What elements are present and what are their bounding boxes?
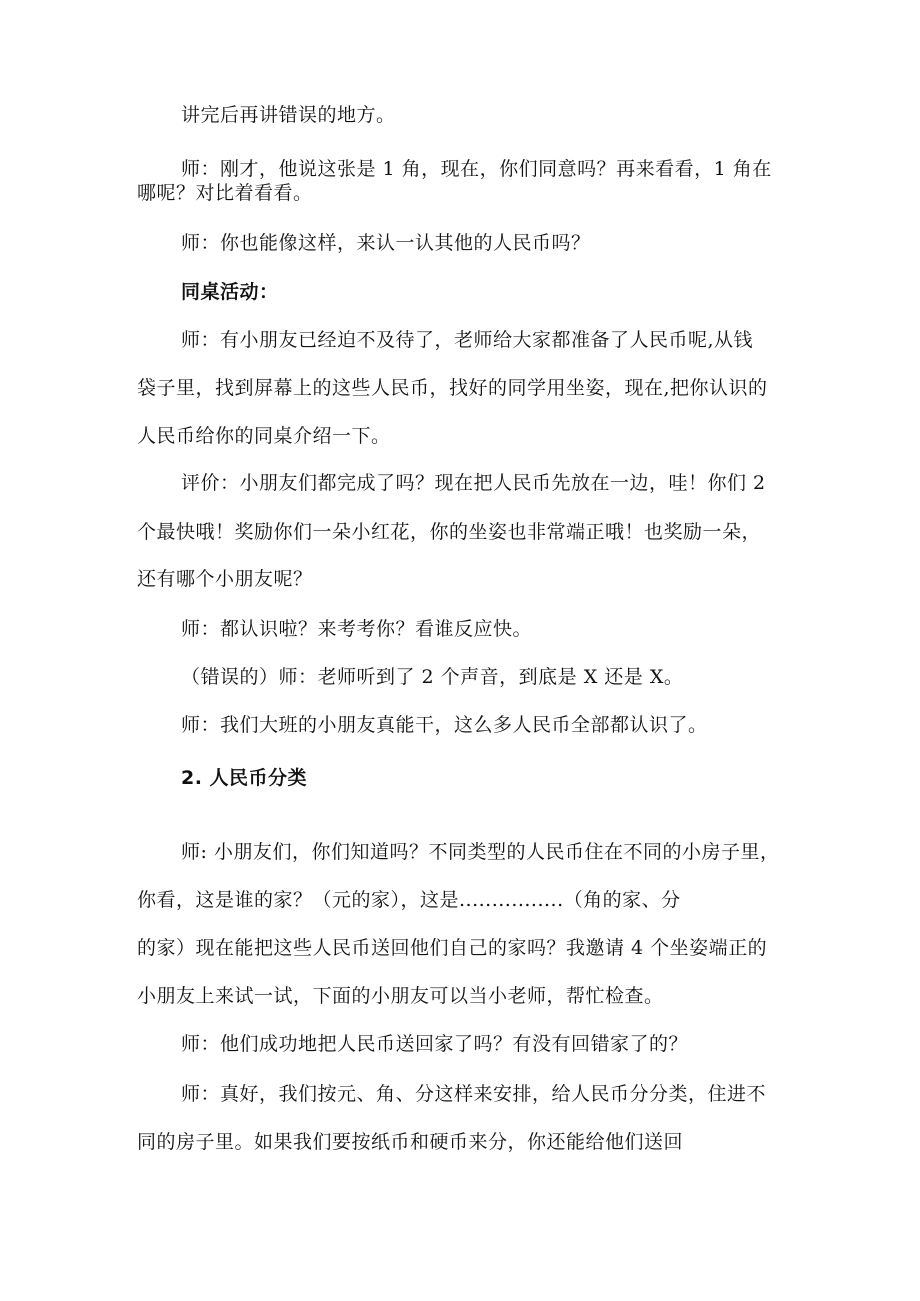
text-line: 的家）现在能把这些人民币送回他们自己的家吗？我邀请 4 个坐姿端正的 — [137, 937, 768, 959]
text-line: 师：我们大班的小朋友真能干，这么多人民币全部都认识了。 — [181, 714, 708, 736]
text-line: 还有哪个小朋友呢？ — [137, 568, 313, 590]
text-line: 师: 小朋友们，你们知道吗？不同类型的人民币住在不同的小房子里， — [181, 841, 780, 863]
text-line: 师：他们成功地把人民币送回家了吗？有没有回错家了的？ — [181, 1033, 689, 1055]
text-line: 师：刚才，他说这张是 1 角，现在，你们同意吗？再来看看，1 角在 — [181, 158, 772, 180]
text-line: 人民币给你的同桌介绍一下。 — [137, 425, 391, 447]
text-line: 哪呢？对比着看看。 — [137, 182, 313, 204]
text-line: （错误的）师：老师听到了 2 个声音，到底是 X 还是 X。 — [181, 666, 684, 688]
text-line: 讲完后再讲错误的地方。 — [181, 104, 396, 126]
text-line: 师：都认识啦？来考考你？看谁反应快。 — [181, 618, 533, 640]
section-heading: 2. 人民币分类 — [181, 767, 308, 789]
text-line: 个最快哦！奖励你们一朵小红花，你的坐姿也非常端正哦！也奖励一朵， — [137, 521, 762, 543]
text-line: 你看，这是谁的家？（元的家），这是................（角的家、分 — [137, 889, 681, 911]
text-line: 袋子里，找到屏幕上的这些人民币，找好的同学用坐姿，现在,把你认识的 — [137, 377, 768, 399]
text-line: 评价：小朋友们都完成了吗？现在把人民币先放在一边，哇！你们 2 — [181, 472, 766, 494]
text-line: 师：你也能像这样，来认一认其他的人民币吗？ — [181, 232, 591, 254]
text-line: 师：有小朋友已经迫不及待了，老师给大家都准备了人民币呢,从钱 — [181, 329, 754, 351]
text-line: 同的房子里。如果我们要按纸币和硬币来分，你还能给他们送回 — [137, 1131, 684, 1153]
section-heading: 同桌活动： — [181, 281, 279, 303]
text-line: 小朋友上来试一试，下面的小朋友可以当小老师，帮忙检查。 — [137, 985, 664, 1007]
text-line: 师：真好，我们按元、角、分这样来安排，给人民币分分类，住进不 — [181, 1083, 767, 1105]
